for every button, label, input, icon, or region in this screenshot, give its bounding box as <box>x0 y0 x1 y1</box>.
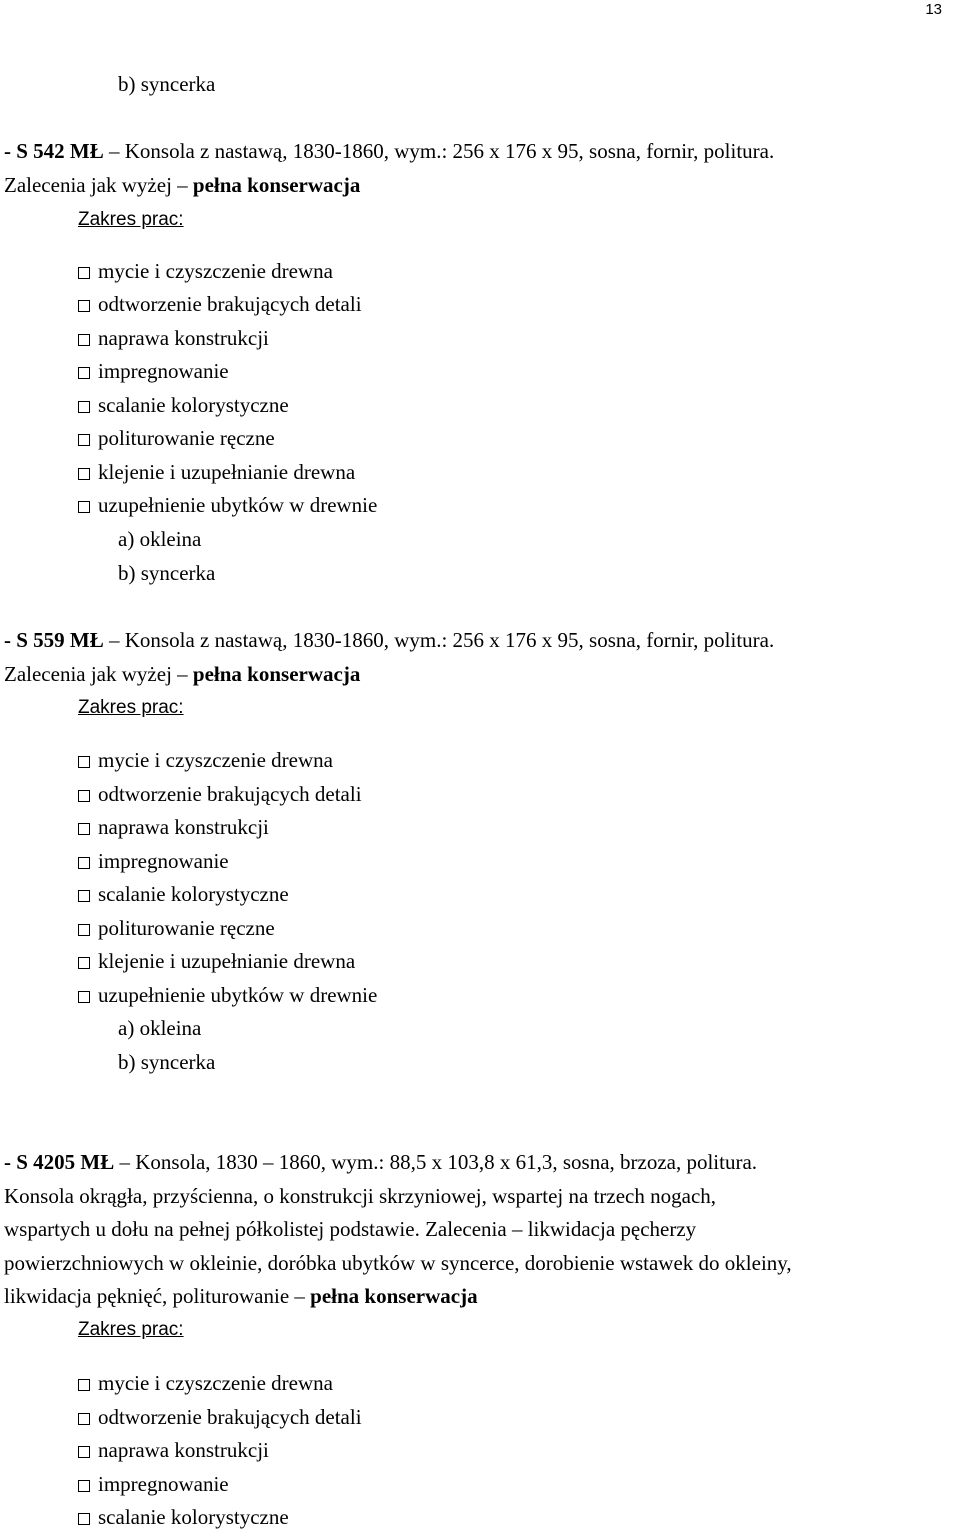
description-line: Konsola okrągła, przyścienna, o konstrukcji skrzyniowej, wspartej na trzech nogach, <box>4 1184 717 1208</box>
task-label: impregnowanie <box>98 849 229 873</box>
description-line: wspartych u dołu na pełnej półkolistej podstawie. Zalecenia – likwidacja pęcherzy <box>4 1217 697 1241</box>
separator: – <box>103 139 125 163</box>
task-item <box>78 851 229 872</box>
task-item <box>78 985 377 1006</box>
recommendation <box>4 1286 478 1307</box>
subitem: b) syncerka <box>118 561 216 585</box>
scope-label: Zakres prac: <box>78 1319 184 1340</box>
task-item <box>78 261 333 282</box>
task-label: klejenie i uzupełnianie drewna <box>98 949 356 973</box>
section-heading <box>4 141 774 162</box>
checkbox-icon <box>78 334 90 346</box>
checkbox-icon <box>78 401 90 413</box>
task-item <box>78 361 229 382</box>
task-label: scalanie kolorystyczne <box>98 1505 289 1529</box>
subitem: a) okleina <box>118 1016 202 1040</box>
checkbox-icon <box>78 857 90 869</box>
task-item <box>78 784 362 805</box>
item-code: S 559 MŁ <box>16 628 104 652</box>
checkbox-icon <box>78 991 90 1003</box>
task-label: scalanie kolorystyczne <box>98 393 289 417</box>
page-number: 13 <box>925 1 942 18</box>
item-description: Konsola z nastawą, 1830-1860, wym.: 256 x 176 x 95, sosna, fornir, politura. <box>124 628 775 652</box>
task-item <box>78 884 289 905</box>
checkbox-icon <box>78 756 90 768</box>
checkbox-icon <box>78 924 90 936</box>
task-item <box>78 428 275 449</box>
task-item <box>78 750 333 771</box>
task-label: mycie i czyszczenie drewna <box>98 1371 333 1395</box>
task-label: politurowanie ręczne <box>98 426 275 450</box>
separator: – <box>114 1150 136 1174</box>
item-description: Konsola z nastawą, 1830-1860, wym.: 256 x 176 x 95, sosna, fornir, politura. <box>124 139 775 163</box>
checkbox-icon <box>78 434 90 446</box>
task-label: odtworzenie brakujących detali <box>98 782 362 806</box>
task-label: impregnowanie <box>98 1472 229 1496</box>
recommendation-bold: pełna konserwacja <box>310 1284 478 1308</box>
dash: - <box>4 1150 17 1174</box>
task-label: mycie i czyszczenie drewna <box>98 259 333 283</box>
separator: – <box>103 628 125 652</box>
task-item <box>78 951 355 972</box>
checkbox-icon <box>78 501 90 513</box>
task-label: uzupełnienie ubytków w drewnie <box>98 493 378 517</box>
task-item <box>78 1507 289 1528</box>
scope-label: Zakres prac: <box>78 209 184 230</box>
checkbox-icon <box>78 1413 90 1425</box>
task-label: scalanie kolorystyczne <box>98 882 289 906</box>
checkbox-icon <box>78 1446 90 1458</box>
task-item <box>78 1474 229 1495</box>
task-item <box>78 1373 333 1394</box>
recommendation-bold: pełna konserwacja <box>192 662 361 686</box>
checkbox-icon <box>78 1379 90 1391</box>
task-label: politurowanie ręczne <box>98 916 275 940</box>
task-label: naprawa konstrukcji <box>98 815 269 839</box>
task-item <box>78 395 289 416</box>
subitem: b) syncerka <box>118 1050 216 1074</box>
checkbox-icon <box>78 1480 90 1492</box>
task-item <box>78 918 275 939</box>
section-heading <box>4 1152 757 1173</box>
item-code: S 542 MŁ <box>16 139 104 163</box>
task-item <box>78 328 269 349</box>
checkbox-icon <box>78 957 90 969</box>
recommendation-text: Zalecenia jak wyżej – <box>4 662 193 686</box>
task-item <box>78 462 355 483</box>
checkbox-icon <box>78 790 90 802</box>
checkbox-icon <box>78 1513 90 1525</box>
task-label: mycie i czyszczenie drewna <box>98 748 333 772</box>
checkbox-icon <box>78 267 90 279</box>
subitem: a) okleina <box>118 527 202 551</box>
task-item <box>78 294 362 315</box>
checkbox-icon <box>78 468 90 480</box>
checkbox-icon <box>78 890 90 902</box>
checkbox-icon <box>78 367 90 379</box>
recommendation-bold: pełna konserwacja <box>192 173 361 197</box>
task-item <box>78 817 269 838</box>
task-label: klejenie i uzupełnianie drewna <box>98 460 356 484</box>
checkbox-icon <box>78 300 90 312</box>
recommendation-text: likwidacja pęknięć, politurowanie – <box>4 1284 311 1308</box>
task-label: impregnowanie <box>98 359 229 383</box>
recommendation-text: Zalecenia jak wyżej – <box>4 173 193 197</box>
item-code: S 4205 MŁ <box>16 1150 115 1174</box>
task-label: odtworzenie brakujących detali <box>98 1405 362 1429</box>
task-item <box>78 1407 362 1428</box>
task-item <box>78 1440 269 1461</box>
item-description: Konsola, 1830 – 1860, wym.: 88,5 x 103,8 x 61,3, sosna, brzoza, politura. <box>135 1150 758 1174</box>
recommendation <box>4 175 360 196</box>
task-label: odtworzenie brakujących detali <box>98 292 362 316</box>
task-item <box>78 495 377 516</box>
task-label: naprawa konstrukcji <box>98 1438 269 1462</box>
scope-label: Zakres prac: <box>78 697 184 718</box>
checkbox-icon <box>78 823 90 835</box>
task-label: uzupełnienie ubytków w drewnie <box>98 983 378 1007</box>
top-fragment-subitem: b) syncerka <box>118 72 216 96</box>
description-line: powierzchniowych w okleinie, doróbka ubytków w syncerce, dorobienie wstawek do okleiny, <box>4 1251 792 1275</box>
dash: - <box>4 628 17 652</box>
section-heading <box>4 630 774 651</box>
dash: - <box>4 139 17 163</box>
recommendation <box>4 664 360 685</box>
task-label: naprawa konstrukcji <box>98 326 269 350</box>
